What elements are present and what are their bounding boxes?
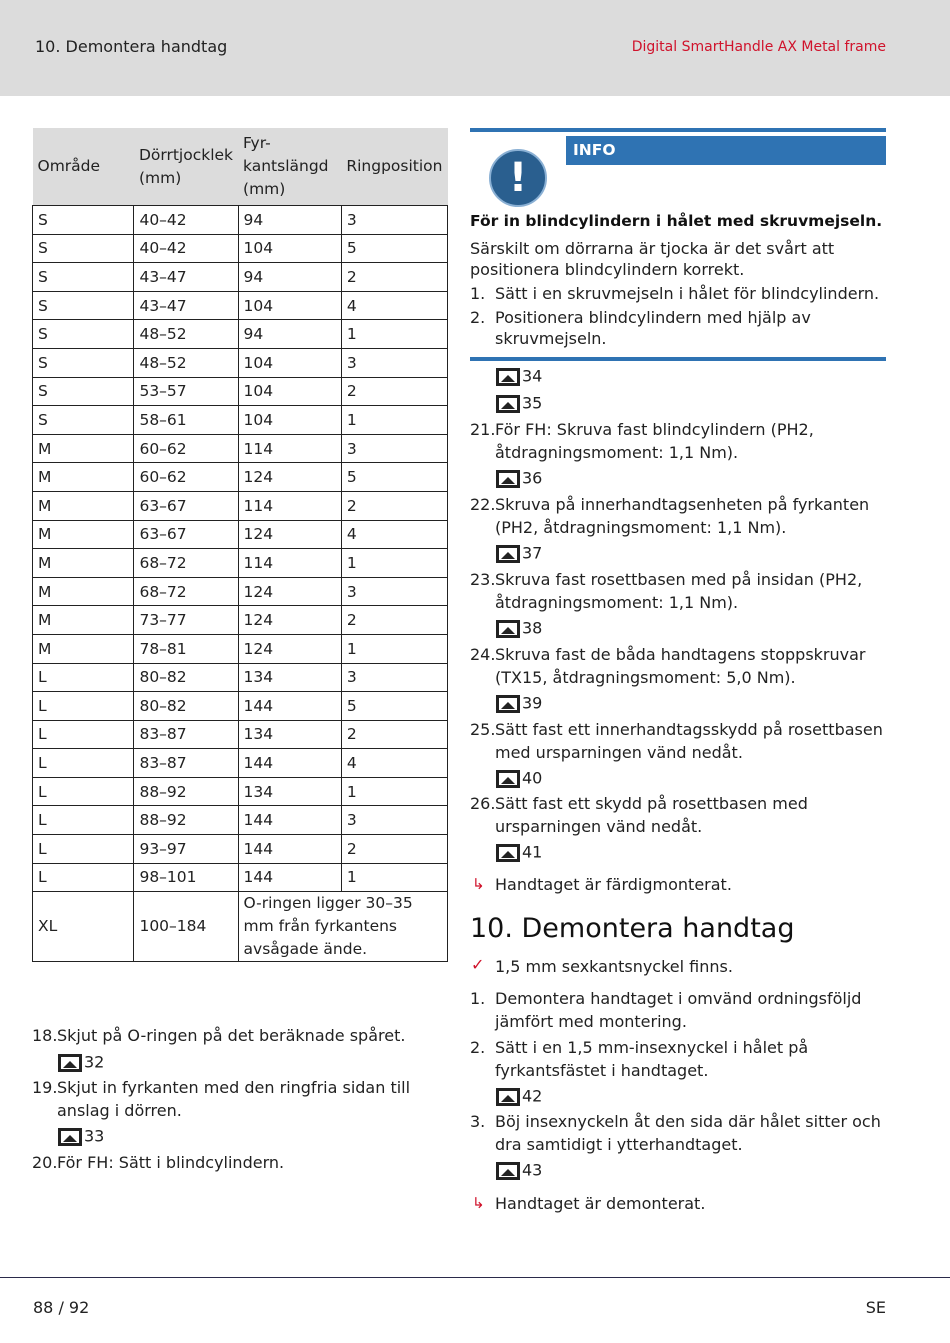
table-cell: 80–82 bbox=[134, 692, 238, 721]
col-header-spindle: Fyr-kantslängd (mm) bbox=[238, 128, 341, 206]
step-text: Sätt fast ett innerhandtagsskydd på rosettbasen med ursparningen vänd nedåt. bbox=[495, 720, 883, 762]
table-cell: 4 bbox=[341, 520, 447, 549]
table-cell: 63–67 bbox=[134, 520, 238, 549]
image-icon bbox=[496, 545, 520, 563]
table-cell: 3 bbox=[341, 206, 447, 235]
table-cell: M bbox=[33, 606, 134, 635]
table-row-xl bbox=[33, 892, 448, 962]
table-cell: M bbox=[33, 577, 134, 606]
image-icon bbox=[496, 1162, 520, 1180]
table-cell: 93–97 bbox=[134, 835, 238, 864]
image-ref-39: 39 bbox=[496, 693, 542, 713]
table-row bbox=[33, 263, 448, 292]
table-cell: 88–92 bbox=[134, 777, 238, 806]
table-cell: 48–52 bbox=[134, 348, 238, 377]
table-cell: 104 bbox=[238, 234, 341, 263]
step-number: 22. bbox=[470, 495, 496, 514]
step-number: 24. bbox=[470, 645, 496, 664]
table-row bbox=[33, 577, 448, 606]
table-cell: M bbox=[33, 549, 134, 578]
table-cell: 4 bbox=[341, 749, 447, 778]
table-cell: 104 bbox=[238, 291, 341, 320]
image-ref-41: 41 bbox=[496, 842, 542, 862]
product-name: Digital SmartHandle AX Metal frame bbox=[631, 39, 886, 55]
table-cell: 3 bbox=[341, 806, 447, 835]
table-row bbox=[33, 720, 448, 749]
step-number: 3. bbox=[470, 1112, 486, 1131]
result-assembled: Handtaget är färdigmonterat. bbox=[495, 875, 732, 894]
image-ref-37: 37 bbox=[496, 543, 542, 563]
checkmark-icon: ✓ bbox=[471, 955, 485, 974]
step-number: 26. bbox=[470, 794, 496, 813]
info-item-2: 2. Positionera blindcylindern med hjälp av skruvmejseln. bbox=[470, 308, 811, 348]
table-cell: 5 bbox=[341, 463, 447, 492]
table-cell: 2 bbox=[341, 720, 447, 749]
table-cell: S bbox=[33, 320, 134, 349]
section-header: 10. Demontera handtag bbox=[35, 37, 228, 56]
table-header-row bbox=[33, 128, 448, 206]
table-cell: 114 bbox=[238, 434, 341, 463]
image-icon bbox=[496, 770, 520, 788]
info-body bbox=[470, 238, 880, 349]
image-ref-35: 35 bbox=[496, 393, 542, 413]
table-cell: M bbox=[33, 491, 134, 520]
table-cell: 3 bbox=[341, 434, 447, 463]
page-header bbox=[0, 0, 950, 96]
table-cell: S bbox=[33, 263, 134, 292]
info-top-bar bbox=[470, 128, 886, 132]
step-number: 20. bbox=[32, 1153, 58, 1172]
table-cell: 134 bbox=[238, 777, 341, 806]
info-heading: För in blindcylindern i hålet med skruvmejseln. bbox=[470, 212, 883, 230]
table-cell: 124 bbox=[238, 634, 341, 663]
table-row bbox=[33, 749, 448, 778]
table-cell: L bbox=[33, 749, 134, 778]
table-cell: 134 bbox=[238, 720, 341, 749]
step-number: 23. bbox=[470, 570, 496, 589]
table-cell: 134 bbox=[238, 663, 341, 692]
table-cell: L bbox=[33, 835, 134, 864]
table-cell: 2 bbox=[341, 491, 447, 520]
col-header-thickness: Dörrtjocklek (mm) bbox=[134, 128, 238, 206]
result-arrow-icon: ↳ bbox=[472, 875, 485, 893]
info-paragraph: Särskilt om dörrarna är tjocka är det svårt att positionera blindcylindern korrekt. bbox=[470, 239, 835, 279]
table-cell: S bbox=[33, 406, 134, 435]
step-number: 21. bbox=[470, 420, 496, 439]
table-cell: 1 bbox=[341, 406, 447, 435]
step-number: 2. bbox=[470, 1038, 486, 1057]
table-row bbox=[33, 806, 448, 835]
table-cell: 3 bbox=[341, 348, 447, 377]
table-cell: 68–72 bbox=[134, 577, 238, 606]
table-cell: 4 bbox=[341, 291, 447, 320]
step-text: Böj insexnyckeln åt den sida där hålet sitter och dra samtidigt i ytterhandtaget. bbox=[495, 1112, 881, 1154]
table-cell: S bbox=[33, 234, 134, 263]
table-cell: 114 bbox=[238, 549, 341, 578]
image-icon bbox=[496, 395, 520, 413]
table-cell: S bbox=[33, 291, 134, 320]
table-cell: 60–62 bbox=[134, 463, 238, 492]
image-icon bbox=[496, 368, 520, 386]
table-cell: 3 bbox=[341, 577, 447, 606]
table-row bbox=[33, 463, 448, 492]
table-cell: 48–52 bbox=[134, 320, 238, 349]
table-cell: L bbox=[33, 863, 134, 892]
table-cell: M bbox=[33, 520, 134, 549]
image-icon bbox=[496, 470, 520, 488]
table-cell: 104 bbox=[238, 406, 341, 435]
table-row bbox=[33, 663, 448, 692]
table-cell: 144 bbox=[238, 863, 341, 892]
table-cell: 2 bbox=[341, 606, 447, 635]
result-arrow-icon: ↳ bbox=[472, 1194, 485, 1212]
table-cell: 78–81 bbox=[134, 634, 238, 663]
step-text: Skruva fast rosettbasen med på insidan (PH2, åtdragningsmoment: 1,1 Nm). bbox=[495, 570, 863, 612]
table-cell: 1 bbox=[341, 320, 447, 349]
col-header-ring: Ringposition bbox=[341, 128, 447, 206]
table-cell: XL bbox=[33, 892, 134, 962]
table-cell: L bbox=[33, 720, 134, 749]
table-cell: 1 bbox=[341, 549, 447, 578]
table-cell: 124 bbox=[238, 520, 341, 549]
table-cell: 144 bbox=[238, 806, 341, 835]
table-cell: 94 bbox=[238, 320, 341, 349]
exclamation-icon: ! bbox=[489, 149, 547, 207]
image-ref-36: 36 bbox=[496, 468, 542, 488]
table-cell: S bbox=[33, 377, 134, 406]
step-text: Sätt fast ett skydd på rosettbasen med ursparningen vänd nedåt. bbox=[495, 794, 808, 836]
info-item-1: 1. Sätt i en skruvmejseln i hålet för blindcylindern. bbox=[470, 284, 880, 303]
table-cell: 80–82 bbox=[134, 663, 238, 692]
step-text: För FH: Skruva fast blindcylindern (PH2, åtdragningsmoment: 1,1 Nm). bbox=[495, 420, 814, 462]
table-cell: 43–47 bbox=[134, 263, 238, 292]
table-cell: 144 bbox=[238, 835, 341, 864]
table-cell: 83–87 bbox=[134, 749, 238, 778]
table-cell: 68–72 bbox=[134, 549, 238, 578]
ring-position-table bbox=[32, 128, 448, 962]
step-number: 1. bbox=[470, 989, 486, 1008]
table-cell: 114 bbox=[238, 491, 341, 520]
table-cell: 100–184 bbox=[134, 892, 238, 962]
image-ref-42: 42 bbox=[496, 1086, 542, 1106]
table-row bbox=[33, 377, 448, 406]
table-cell: 40–42 bbox=[134, 234, 238, 263]
table-row bbox=[33, 291, 448, 320]
image-icon bbox=[58, 1128, 82, 1146]
table-row bbox=[33, 234, 448, 263]
table-row bbox=[33, 606, 448, 635]
image-ref-32: 32 bbox=[58, 1052, 104, 1072]
image-ref-40: 40 bbox=[496, 768, 542, 788]
table-cell: 83–87 bbox=[134, 720, 238, 749]
table-cell: 58–61 bbox=[134, 406, 238, 435]
table-cell: M bbox=[33, 434, 134, 463]
step-text: Skruva på innerhandtagsenheten på fyrkanten (PH2, åtdragningsmoment: 1,1 Nm). bbox=[495, 495, 870, 537]
table-cell: 144 bbox=[238, 692, 341, 721]
table-cell: 43–47 bbox=[134, 291, 238, 320]
table-cell: 3 bbox=[341, 663, 447, 692]
table-cell: L bbox=[33, 777, 134, 806]
table-row bbox=[33, 777, 448, 806]
step-text: För FH: Sätt i blindcylindern. bbox=[57, 1153, 285, 1172]
table-cell: 144 bbox=[238, 749, 341, 778]
table-cell: 40–42 bbox=[134, 206, 238, 235]
table-row bbox=[33, 835, 448, 864]
table-row bbox=[33, 434, 448, 463]
table-row bbox=[33, 520, 448, 549]
table-row bbox=[33, 406, 448, 435]
table-cell: 1 bbox=[341, 863, 447, 892]
image-icon bbox=[496, 620, 520, 638]
table-cell: 73–77 bbox=[134, 606, 238, 635]
info-label: INFO bbox=[566, 136, 886, 165]
table-cell: 5 bbox=[341, 692, 447, 721]
table-cell: 124 bbox=[238, 606, 341, 635]
section-title: 10. Demontera handtag bbox=[470, 913, 795, 944]
table-cell-note: O-ringen ligger 30–35 mm från fyrkantens avsågade ände. bbox=[238, 892, 447, 962]
image-ref-38: 38 bbox=[496, 618, 542, 638]
table-row bbox=[33, 348, 448, 377]
table-cell: 1 bbox=[341, 777, 447, 806]
image-ref-43: 43 bbox=[496, 1160, 542, 1180]
table-cell: 104 bbox=[238, 377, 341, 406]
footer-divider bbox=[0, 1277, 950, 1278]
table-cell: 94 bbox=[238, 206, 341, 235]
step-text: Skruva fast de båda handtagens stoppskruvar (TX15, åtdragningsmoment: 5,0 Nm). bbox=[495, 645, 866, 687]
table-cell: 63–67 bbox=[134, 491, 238, 520]
image-icon bbox=[496, 1088, 520, 1106]
table-cell: 88–92 bbox=[134, 806, 238, 835]
table-cell: 2 bbox=[341, 263, 447, 292]
table-cell: 2 bbox=[341, 835, 447, 864]
info-bottom-bar bbox=[470, 357, 886, 361]
table-cell: 104 bbox=[238, 348, 341, 377]
table-cell: M bbox=[33, 634, 134, 663]
step-text: Demontera handtaget i omvänd ordningsföljd jämfört med montering. bbox=[495, 989, 862, 1031]
step-19 bbox=[32, 1076, 452, 1122]
table-row bbox=[33, 206, 448, 235]
image-ref-33: 33 bbox=[58, 1126, 104, 1146]
step-text: Sätt i en 1,5 mm-insexnyckel i hålet på fyrkantsfästet i handtaget. bbox=[495, 1038, 809, 1080]
step-number: 19. bbox=[32, 1078, 58, 1097]
table-cell: S bbox=[33, 348, 134, 377]
step-text: Skjut in fyrkanten med den ringfria sidan till anslag i dörren. bbox=[57, 1078, 411, 1120]
table-cell: 1 bbox=[341, 634, 447, 663]
table-cell: M bbox=[33, 463, 134, 492]
table-cell: 98–101 bbox=[134, 863, 238, 892]
table-row bbox=[33, 491, 448, 520]
step-number: 18. bbox=[32, 1026, 58, 1045]
step-text: Skjut på O-ringen på det beräknade spåret. bbox=[57, 1026, 406, 1045]
image-icon bbox=[496, 695, 520, 713]
table-cell: 53–57 bbox=[134, 377, 238, 406]
table-cell: L bbox=[33, 806, 134, 835]
table-row bbox=[33, 692, 448, 721]
table-cell: 124 bbox=[238, 463, 341, 492]
col-header-area: Område bbox=[33, 128, 134, 206]
image-ref-34: 34 bbox=[496, 366, 542, 386]
table-cell: 5 bbox=[341, 234, 447, 263]
table-row bbox=[33, 863, 448, 892]
page-number: 88 / 92 bbox=[33, 1298, 90, 1317]
table-row bbox=[33, 549, 448, 578]
result-demounted: Handtaget är demonterat. bbox=[495, 1194, 706, 1213]
table-cell: L bbox=[33, 692, 134, 721]
table-cell: 94 bbox=[238, 263, 341, 292]
prerequisite: 1,5 mm sexkantsnyckel finns. bbox=[495, 957, 733, 976]
table-row bbox=[33, 320, 448, 349]
language-code: SE bbox=[865, 1298, 886, 1317]
table-cell: 2 bbox=[341, 377, 447, 406]
image-icon bbox=[496, 844, 520, 862]
table-cell: 124 bbox=[238, 577, 341, 606]
table-cell: S bbox=[33, 206, 134, 235]
table-cell: L bbox=[33, 663, 134, 692]
table-cell: 60–62 bbox=[134, 434, 238, 463]
step-number: 25. bbox=[470, 720, 496, 739]
image-icon bbox=[58, 1054, 82, 1072]
table-row bbox=[33, 634, 448, 663]
